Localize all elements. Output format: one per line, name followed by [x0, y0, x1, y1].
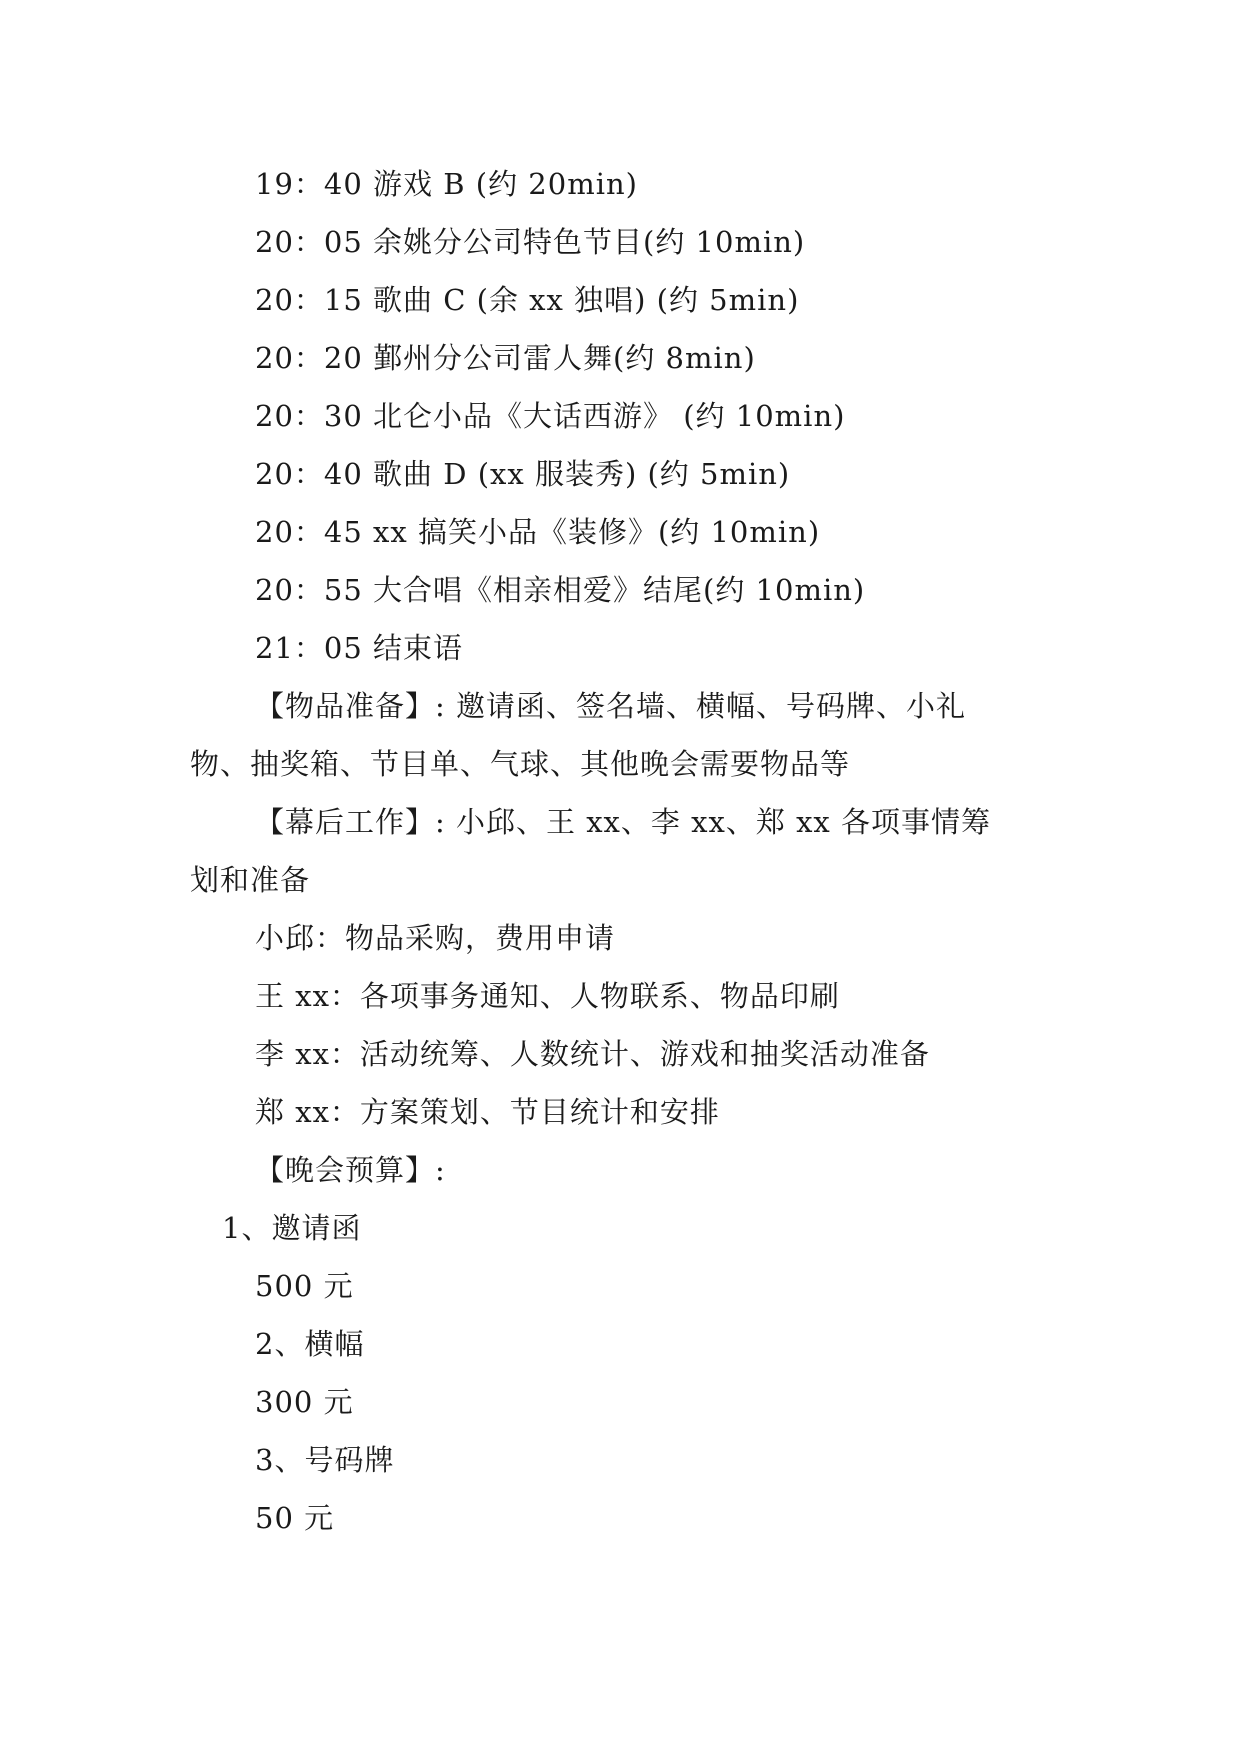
schedule-line: 20：05 余姚分公司特色节目(约 10min) [255, 225, 806, 259]
schedule-line: 20：30 北仑小品《大话西游》 (约 10min) [255, 399, 846, 433]
items-paragraph-line-2: 物、抽奖箱、节目单、气球、其他晚会需要物品等 [190, 747, 851, 781]
budget-entry: 3、号码牌 [255, 1443, 395, 1477]
budget-entry: 300 元 [255, 1385, 354, 1419]
staff-role-line: 王 xx：各项事务通知、人物联系、物品印刷 [255, 979, 840, 1013]
budget-entry: 1、邀请函 [222, 1211, 362, 1245]
budget-entry: 50 元 [255, 1501, 335, 1535]
schedule-line: 20：20 鄞州分公司雷人舞(约 8min) [255, 341, 756, 375]
staff-paragraph-line-2: 划和准备 [190, 863, 311, 897]
staff-paragraph-line-1: 【幕后工作】: 小邱、王 xx、李 xx、郑 xx 各项事情筹 [255, 805, 991, 839]
budget-entry: 500 元 [255, 1269, 354, 1303]
schedule-line: 20：40 歌曲 D (xx 服装秀) (约 5min) [255, 457, 791, 491]
schedule-line: 19：40 游戏 B (约 20min) [255, 167, 638, 201]
items-paragraph-line-1: 【物品准备】: 邀请函、签名墙、横幅、号码牌、小礼 [255, 689, 966, 723]
schedule-line: 20：45 xx 搞笑小品《装修》(约 10min) [255, 515, 821, 549]
schedule-line: 20：15 歌曲 C (余 xx 独唱) (约 5min) [255, 283, 800, 317]
staff-role-line: 小邱：物品采购，费用申请 [255, 921, 616, 955]
schedule-line: 21：05 结束语 [255, 631, 464, 665]
staff-role-line: 郑 xx：方案策划、节目统计和安排 [255, 1095, 720, 1129]
schedule-line: 20：55 大合唱《相亲相爱》结尾(约 10min) [255, 573, 866, 607]
budget-entry: 2、横幅 [255, 1327, 365, 1361]
staff-role-line: 李 xx：活动统筹、人数统计、游戏和抽奖活动准备 [255, 1037, 930, 1071]
budget-heading: 【晚会预算】: [255, 1153, 446, 1187]
